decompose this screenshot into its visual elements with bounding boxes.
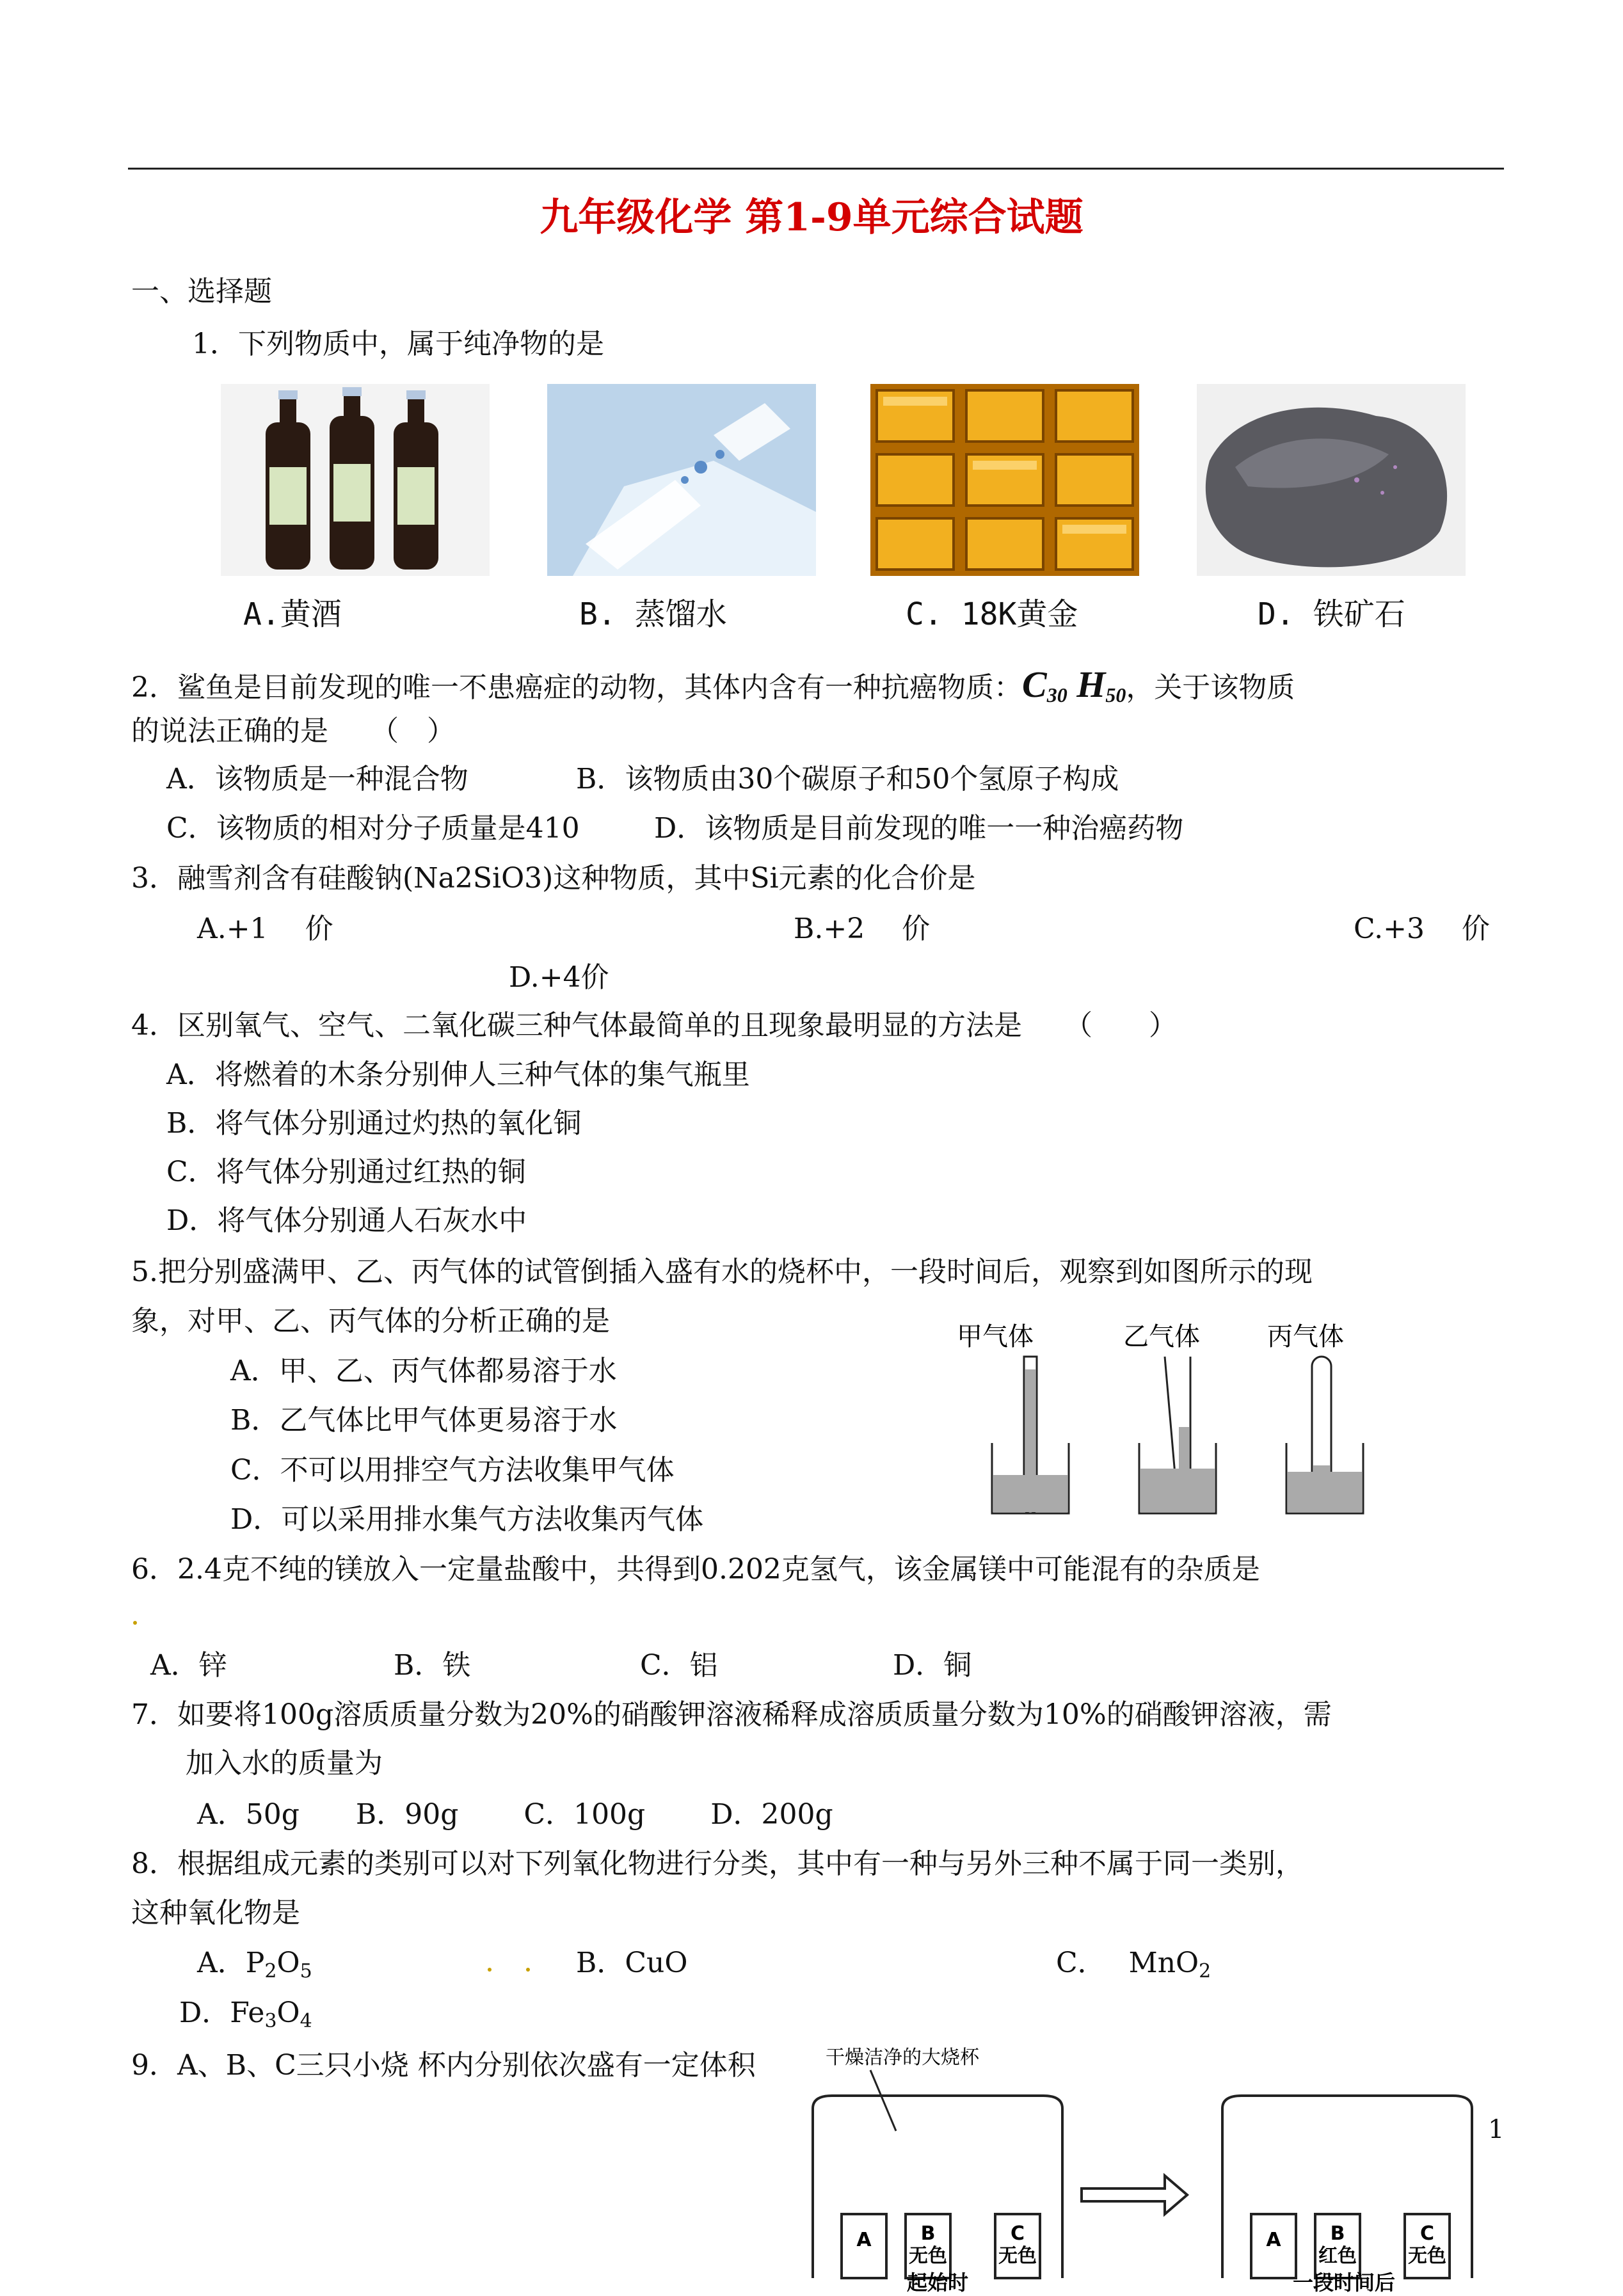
cup-b-label-later: B [1330,2222,1345,2245]
q1-option-b: B. 蒸馏水 [579,596,727,632]
q4-option-c: C．将气体分别通过红热的铜 [166,1156,526,1188]
q6-option-b: B．铁 [394,1649,471,1682]
q1-option-c: C. 18K黄金 [906,596,1078,632]
q2-option-a: A．该物质是一种混合物 [166,763,468,795]
q4-stem: 4．区别氧气、空气、二氧化碳三种气体最简单的且现象最明显的方法是 （ ） [131,1009,1177,1042]
q6-option-c: C．铝 [640,1649,718,1682]
q2-stem-tail: ，关于该物质 [1126,671,1295,704]
cup-a-label: A [856,2229,872,2251]
q6-stem: 6．2.4克不纯的镁放入一定量盐酸中，共得到0.202克氢气，该金属镁中可能混有的杂质是 [131,1553,1260,1586]
photo-18k-gold [870,384,1139,576]
q4-option-a: A．将燃着的木条分别伸人三种气体的集气瓶里 [166,1058,750,1091]
q2-option-d: D．该物质是目前发现的唯一一种治癌药物 [654,812,1184,845]
q5-option-c: C．不可以用排空气方法收集甲气体 [230,1454,675,1487]
q8-option-b: B．CuO [576,1947,688,1979]
q9-beaker-diagram [787,2035,1504,2293]
photo-yellow-wine [221,384,490,576]
artifact-dot [526,1968,530,1972]
page-number: 1 [1488,2115,1505,2144]
label-gas-yi: 乙气体 [1123,1322,1200,1351]
q1-option-a: A.黄酒 [243,596,342,632]
cup-b-red: 红色 [1318,2245,1357,2267]
q8-stem-line2: 这种氧化物是 [131,1897,300,1929]
q8-option-a: A．$P_2O_5$ [197,1947,312,1982]
photo-distilled-water [547,384,816,576]
q5-option-b: B．乙气体比甲气体更易溶于水 [230,1404,618,1437]
artifact-dot [488,1968,492,1972]
q5-gas-tubes-diagram [954,1318,1376,1523]
q2-formula: $C_{30}$ $H_{50}$ [1022,664,1126,706]
q3-option-d: D.+4价 [509,961,609,994]
photo-iron-ore [1197,384,1466,576]
cup-b-colorless: 无色 [909,2245,947,2267]
q2-stem-line2: 的说法正确的是 （ ） [131,715,455,747]
q4-option-d: D．将气体分别通人石灰水中 [166,1204,527,1237]
q2-option-c: C．该物质的相对分子质量是410 [166,812,580,845]
q7-stem-line2: 加入水的质量为 [186,1747,383,1780]
q8-option-d: D．$Fe_3O_4$ [179,1997,312,2032]
cup-c-colorless: 无色 [998,2245,1037,2267]
q6-option-d: D．铜 [893,1649,972,1682]
q3-option-b: B.+2 价 [794,913,931,945]
q8-option-c: C． MnO$_2$ [1056,1947,1211,1982]
q7-options: A．50g B．90g C．100g D．200g [197,1798,833,1831]
label-gas-bing: 丙气体 [1267,1322,1344,1351]
q5-option-a: A．甲、乙、丙气体都易溶于水 [230,1355,617,1387]
label-big-beaker: 干燥洁净的大烧杯 [826,2046,979,2069]
q3-stem: 3．融雪剂含有硅酸钠(Na2SiO3)这种物质，其中Si元素的化合价是 [131,862,976,895]
label-gas-jia: 甲气体 [957,1322,1034,1351]
cup-b-label: B [920,2222,936,2245]
q8-stem: 8．根据组成元素的类别可以对下列氧化物进行分类，其中有一种与另外三种不属于同一类别， [131,1847,1304,1880]
q3-option-c: C.+3 价 [1354,913,1490,945]
cup-a-label-later: A [1266,2229,1281,2251]
cup-c-colorless-later: 无色 [1408,2245,1446,2267]
q5-option-d: D．可以采用排水集气方法收集丙气体 [230,1503,704,1536]
artifact-dot [133,1621,137,1625]
label-later: 一段时间后 [1292,2270,1396,2293]
page-title: 九年级化学 第1-9单元综合试题 [540,195,1083,240]
q2-option-b: B．该物质由30个碳原子和50个氢原子构成 [576,763,1119,795]
q7-stem: 7．如要将100g溶质质量分数为20%的硝酸钾溶液稀释成溶质质量分数为10%的硝酸钾溶液，需 [131,1698,1332,1731]
q1-option-d: D. 铁矿石 [1258,596,1405,632]
label-start: 起始时 [906,2270,969,2293]
q2-stem-text: 2．鲨鱼是目前发现的唯一不患癌症的动物，其体内含有一种抗癌物质： [131,671,1022,704]
q5-stem: 5.把分别盛满甲、乙、丙气体的试管倒插入盛有水的烧杯中，一段时间后，观察到如图所示的现 [131,1256,1313,1288]
q2-stem [131,664,1295,713]
q3-option-a: A.+1 价 [197,913,333,945]
section-heading: 一、选择题 [131,275,272,308]
cup-c-label: C [1010,2222,1025,2245]
q9-stem: 9．A、B、C三只小烧 杯内分别依次盛有一定体积 [131,2049,756,2082]
header-rule [128,168,1504,170]
q4-option-b: B．将气体分别通过灼热的氧化铜 [166,1107,582,1140]
q5-stem-line2: 象，对甲、乙、丙气体的分析正确的是 [131,1305,610,1337]
q6-option-a: A．锌 [150,1649,227,1682]
q1-stem: 1．下列物质中，属于纯净物的是 [192,328,604,360]
cup-c-label-later: C [1419,2222,1435,2245]
